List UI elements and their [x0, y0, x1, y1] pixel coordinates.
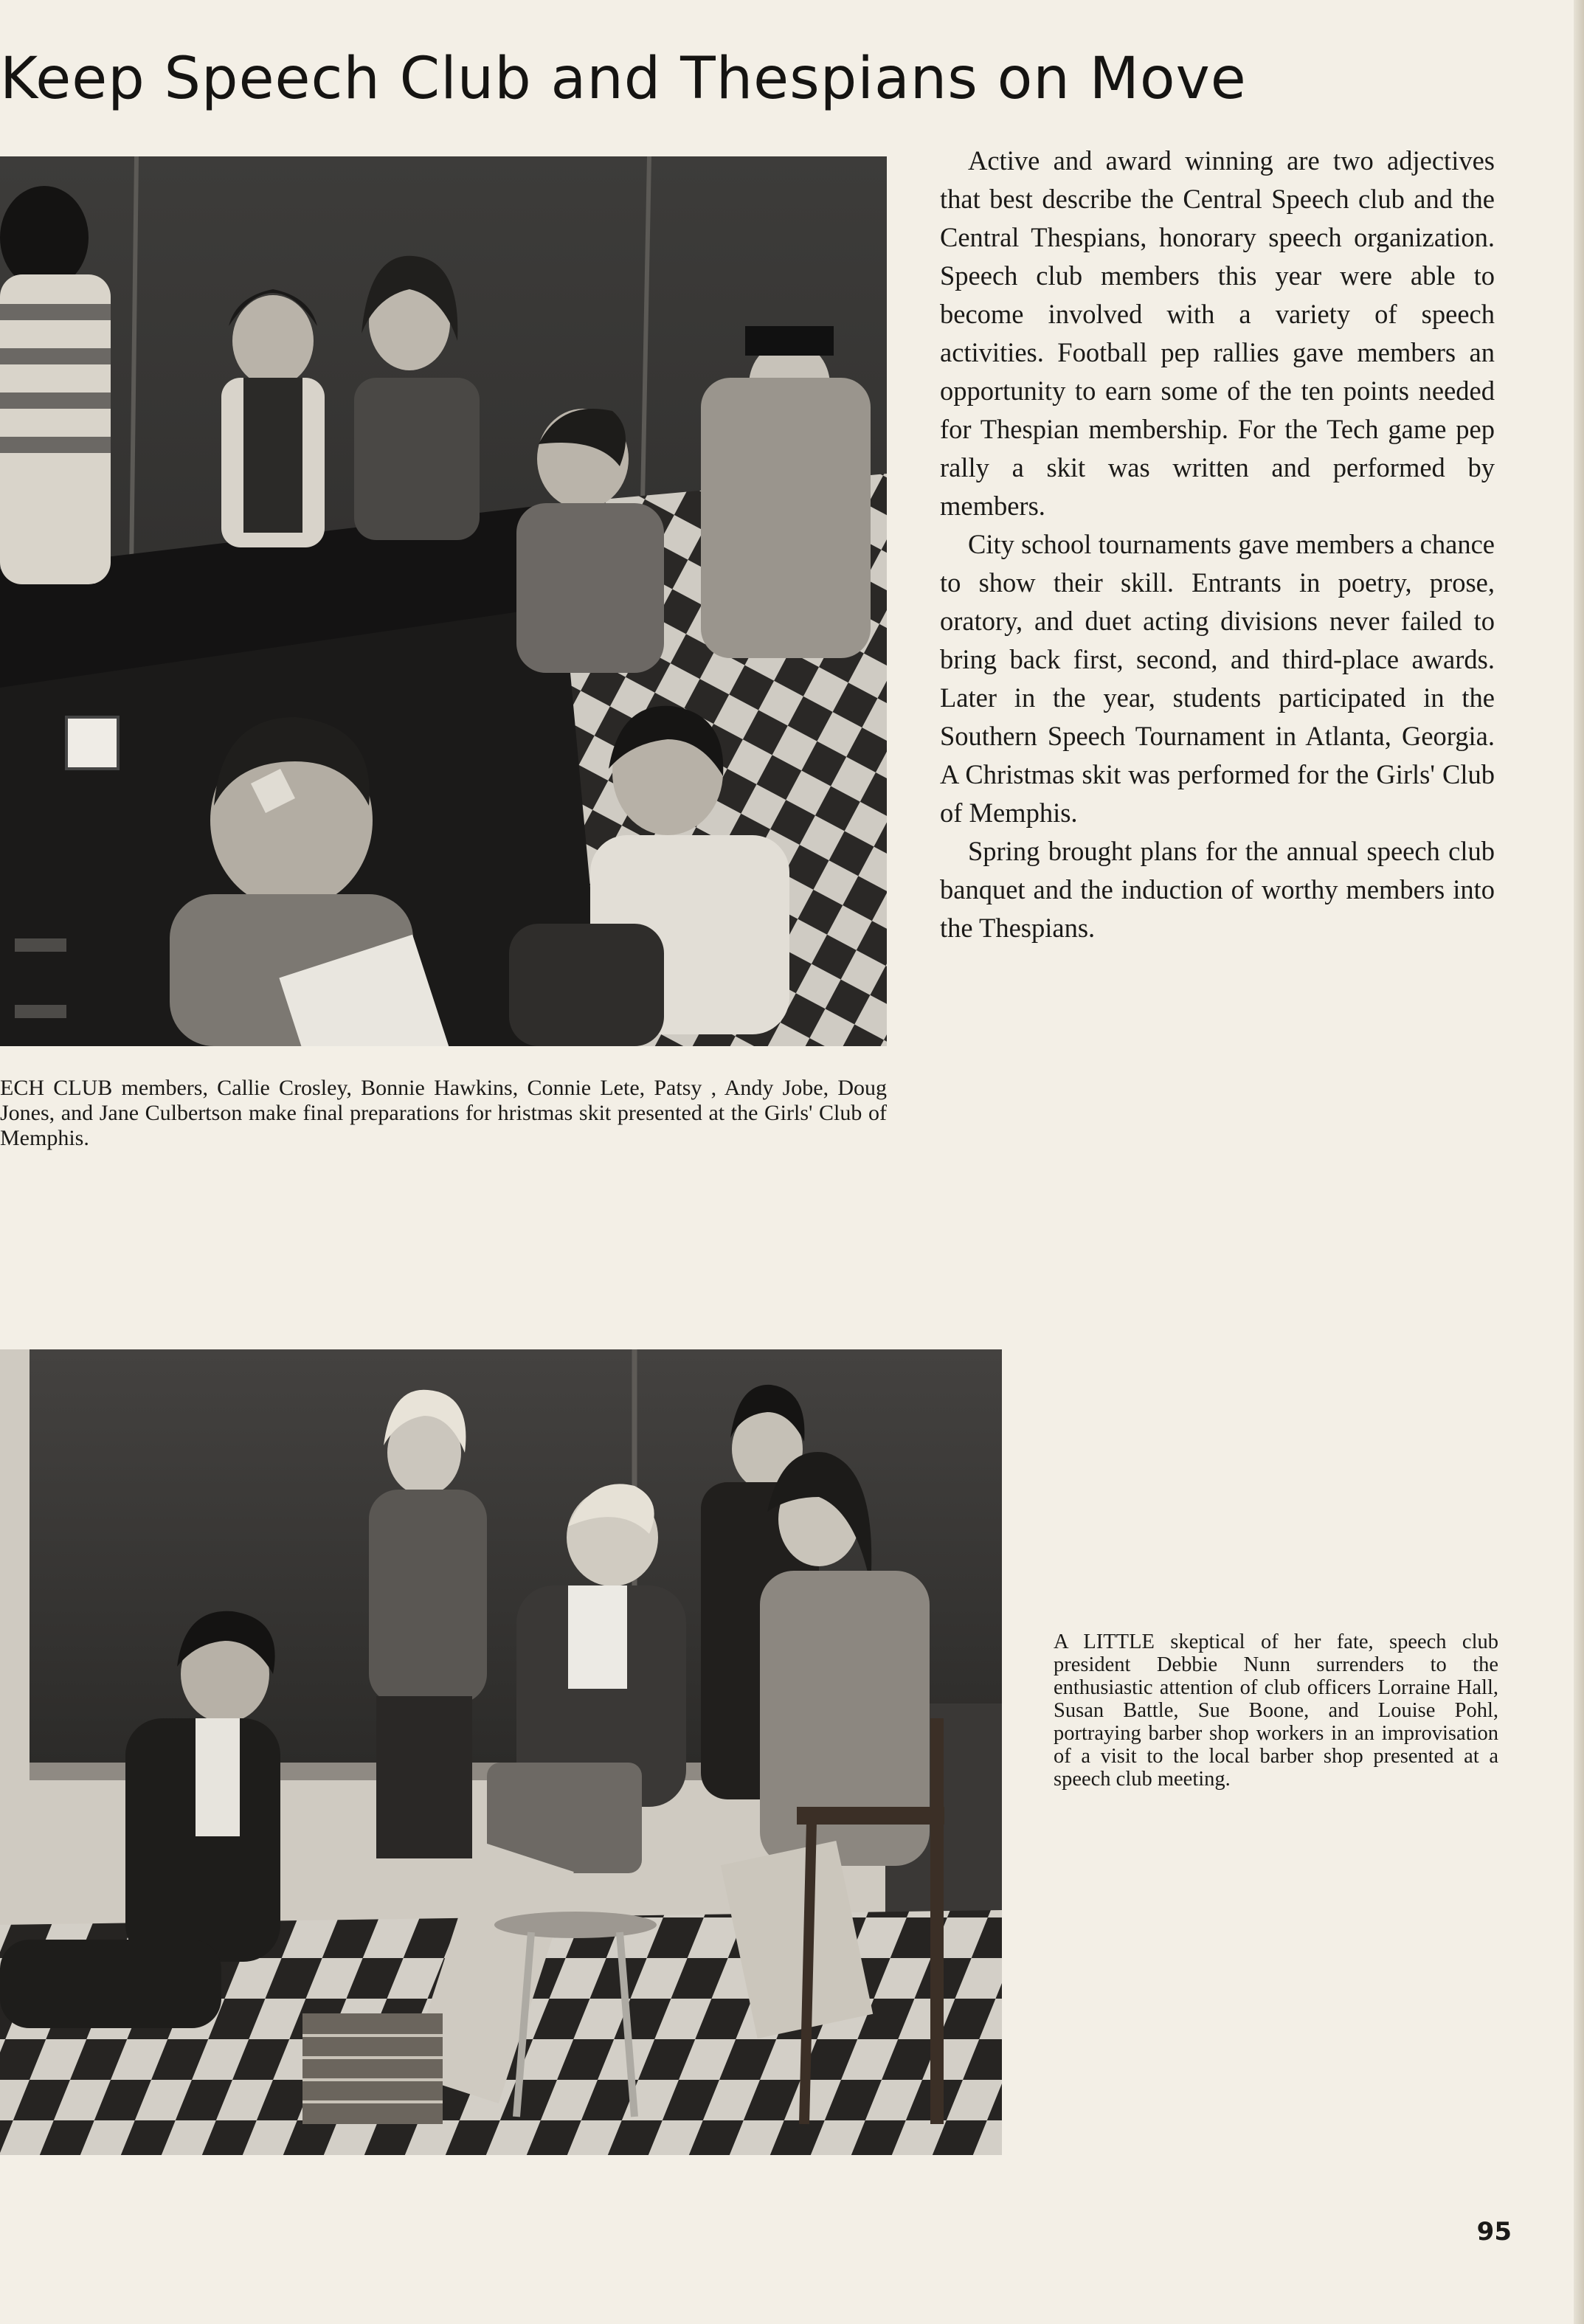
article-body [940, 142, 1495, 947]
page-edge [1574, 0, 1584, 2324]
article-paragraph: City school tournaments gave members a chance to show their skill. Entrants in poetry, prose, oratory, and duet acting divisions never failed to bring back first, second, and third-place awards. Later in the year, students participated in the Southern Speech Tournament in Atlanta, Georgia. A Christmas skit was performed for the Girls' Club of Memphis. [940, 529, 1495, 828]
speech-club-photo-caption: ECH CLUB members, Callie Crosley, Bonnie Hawkins, Connie Lete, Patsy , Andy Jobe, Doug Jones, and Jane Culbertson make final preparations for hristmas skit presented at the Girls' Club of Memphis. [0, 1076, 887, 1150]
barber-shop-skit-caption: A LITTLE skeptical of her fate, speech club president Debbie Nunn surrenders to the enthusiastic attention of club officers Lorraine Hall, Susan Battle, Sue Boone, and Louise Pohl, portraying barber shop workers in an improvisation of a visit to the local barber shop presented at a speech club meeting. [1054, 1630, 1498, 1791]
barber-shop-skit-photo [0, 1349, 1002, 2155]
speech-club-photo-graphic [0, 156, 887, 1046]
headline: Keep Speech Club and Thespians on Move [0, 46, 1247, 112]
speech-club-photo [0, 156, 887, 1046]
article-paragraph: Spring brought plans for the annual speech club banquet and the induction of worthy members into the Thespians. [940, 836, 1495, 943]
article-paragraph: Active and award winning are two adjectives that best describe the Central Speech club and the Central Thespians, honorary speech organization. Speech club members this year were able to become involved with a variety of speech activities. Football pep rallies gave members an opportunity to earn some of the ten points needed for Thespian membership. For the Tech game pep rally a skit was written and performed by members. [940, 145, 1495, 521]
page-number: 95 [1476, 2217, 1512, 2247]
barber-shop-skit-photo-graphic [0, 1349, 1002, 2155]
